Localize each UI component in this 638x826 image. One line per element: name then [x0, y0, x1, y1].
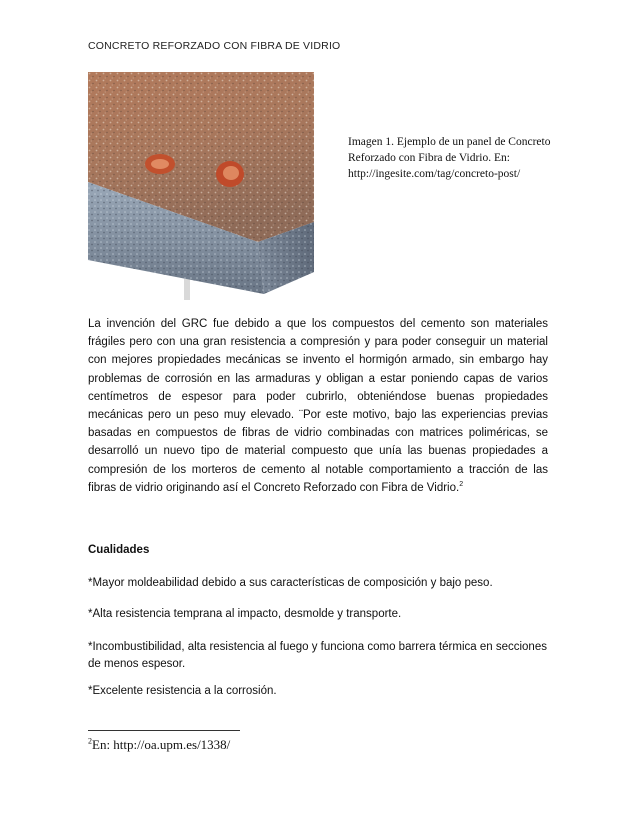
caption-line: Reforzado con Fibra de Vidrio. En: — [348, 152, 510, 164]
quality-item: *Alta resistencia temprana al impacto, desmolde y transporte. — [88, 608, 402, 620]
caption-line: Imagen 1. Ejemplo de un panel de Concreto — [348, 136, 551, 148]
section-heading: Cualidades — [88, 544, 150, 556]
body-paragraph — [88, 315, 548, 497]
footnote-separator — [88, 730, 240, 731]
body-paragraph-block — [88, 315, 548, 497]
running-header: CONCRETO REFORZADO CON FIBRA DE VIDRIO — [88, 40, 341, 52]
figure-caption — [348, 134, 568, 182]
concrete-panel-image — [88, 72, 314, 300]
footnote — [88, 737, 230, 753]
footnote-mark: 2 — [88, 736, 92, 746]
quality-item: *Incombustibilidad, alta resistencia al fuego y funciona como barrera térmica en secciones de menos espesor. — [88, 641, 547, 670]
caption-line: http://ingesite.com/tag/concreto-post/ — [348, 168, 521, 180]
footnote-reference: 2 — [459, 481, 464, 488]
footnote-text: En: http://oa.upm.es/1338/ — [92, 737, 231, 752]
quality-item: *Mayor moldeabilidad debido a sus características de composición y bajo peso. — [88, 577, 493, 589]
paragraph-text: La invención del GRC fue debido a que los compuestos del cemento son materiales frágiles pero con una gran resistencia a compresión y para poder conseguir un material con mejores propiedades mecánicas se invento el hormigón armado, sin embargo hay problemas de corrosión en las armaduras y obligan a estar poniendo capas de varios centímetros de espesor para poder cubrirlo, obteniéndose buenas propiedades mecánicas pero un peso muy elevado. ¨Por este motivo, bajo las experiencias previas basadas en compuestos de fibras de vidrio combinadas con matrices poliméricas, se desarrolló un nuevo tipo de material compuesto que unía las buenas propiedades a compresión de los morteros de cemento al notable comportamiento a tracción de las fibras de vidrio originando así el Concreto Reforzado con Fibra de Vidrio. — [88, 318, 548, 494]
quality-item: *Excelente resistencia a la corrosión. — [88, 685, 277, 697]
